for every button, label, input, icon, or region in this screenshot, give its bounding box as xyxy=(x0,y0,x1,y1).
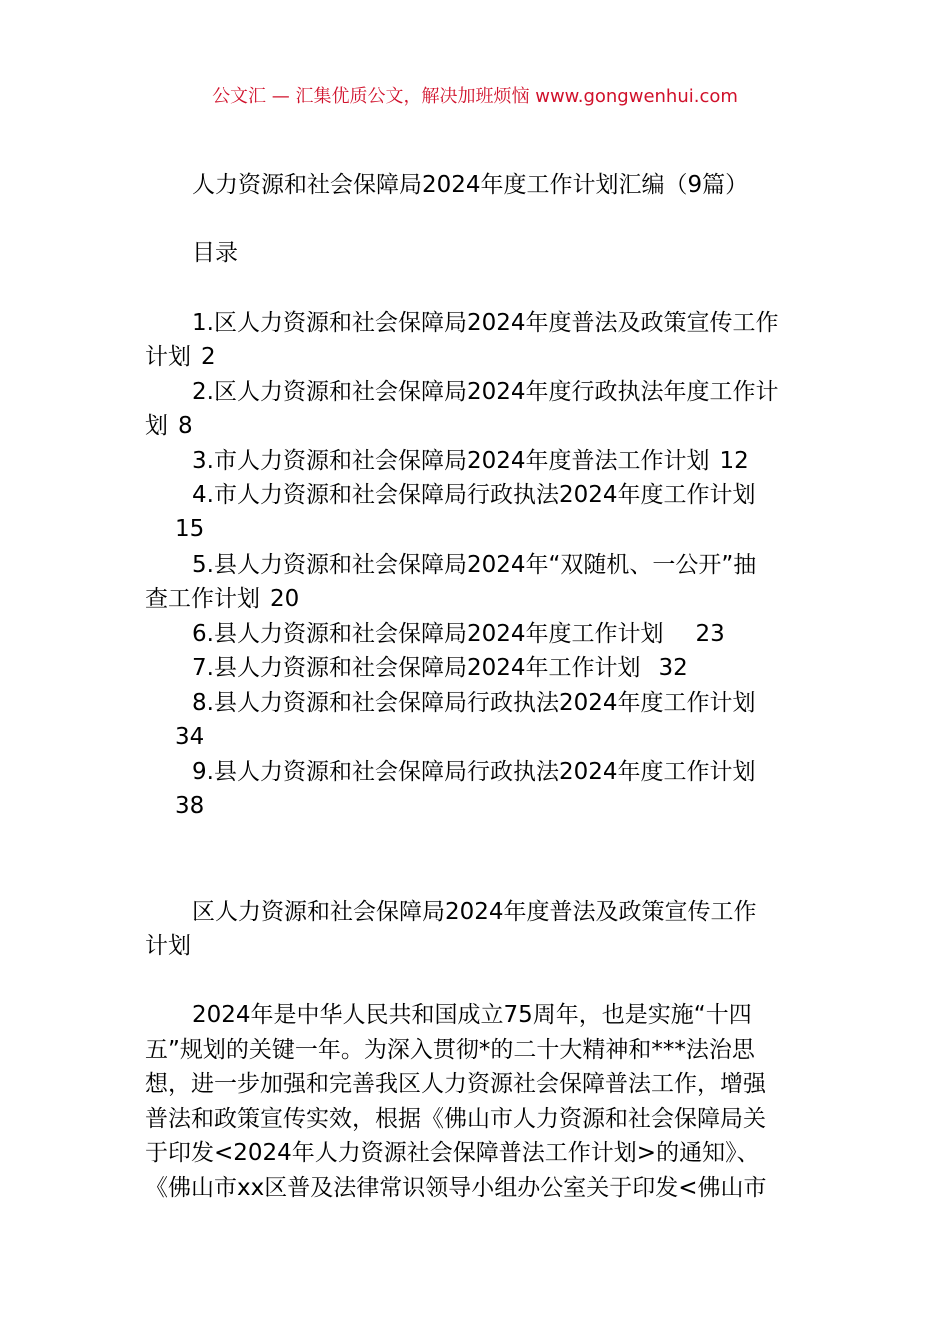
toc-page-number: 34 xyxy=(175,724,205,750)
body-line: 2024年是中华人民共和国成立75周年，也是实施“十四 xyxy=(192,1002,752,1028)
toc-item-text: 7.县人力资源和社会保障局2024年工作计划 xyxy=(192,655,641,681)
toc-item-text: 3.市人力资源和社会保障局2024年度普法工作计划 xyxy=(192,448,710,474)
site-banner: 公文汇 — 汇集优质公文，解决加班烦恼 www.gongwenhui.com xyxy=(212,86,738,107)
toc-item-4: 4.市人力资源和社会保障局行政执法2024年度工作计划 xyxy=(192,482,756,508)
toc-heading: 目录 xyxy=(192,240,238,266)
toc-item-text: 6.县人力资源和社会保障局2024年度工作计划 xyxy=(192,621,664,647)
toc-item-9: 9.县人力资源和社会保障局行政执法2024年度工作计划 xyxy=(192,759,756,785)
body-line: 普法和政策宣传实效，根据《佛山市人力资源和社会保障局关 xyxy=(145,1106,766,1132)
toc-item-5-continuation xyxy=(145,582,299,617)
toc-item-text: 划 xyxy=(145,413,168,439)
toc-page-number: 8 xyxy=(178,413,193,439)
section-title: 区人力资源和社会保障局2024年度普法及政策宣传工作 xyxy=(192,899,757,925)
body-line: 于印发<2024年人力资源社会保障普法工作计划>的通知》、 xyxy=(145,1140,760,1166)
toc-item-5: 5.县人力资源和社会保障局2024年“双随机、一公开”抽 xyxy=(192,552,757,578)
toc-page-number: 32 xyxy=(658,655,688,681)
toc-page-number: 12 xyxy=(719,448,749,474)
toc-item-6 xyxy=(192,617,725,652)
document-title: 人力资源和社会保障局2024年度工作计划汇编（9篇） xyxy=(192,172,749,198)
body-line: 五”规划的关键一年。为深入贯彻*的二十大精神和***法治思 xyxy=(145,1037,755,1063)
body-line: 《佛山市xx区普及法律常识领导小组办公室关于印发<佛山市 xyxy=(145,1175,767,1201)
toc-item-text: 计划 xyxy=(145,344,191,370)
toc-page-number: 15 xyxy=(175,516,205,542)
toc-item-text: 查工作计划 xyxy=(145,586,260,612)
toc-page-number: 20 xyxy=(270,586,300,612)
toc-item-8: 8.县人力资源和社会保障局行政执法2024年度工作计划 xyxy=(192,690,756,716)
toc-item-2-continuation xyxy=(145,409,193,444)
toc-item-3 xyxy=(192,444,749,479)
toc-item-1-continuation xyxy=(145,340,216,375)
toc-page-number: 38 xyxy=(175,793,205,819)
toc-item-1: 1.区人力资源和社会保障局2024年度普法及政策宣传工作 xyxy=(192,310,779,336)
toc-item-7 xyxy=(192,651,688,686)
body-line: 想，进一步加强和完善我区人力资源社会保障普法工作，增强 xyxy=(145,1071,766,1097)
section-title-continuation: 计划 xyxy=(145,933,191,959)
toc-item-2: 2.区人力资源和社会保障局2024年度行政执法年度工作计 xyxy=(192,379,779,405)
toc-page-number: 2 xyxy=(201,344,216,370)
toc-page-number: 23 xyxy=(695,621,725,647)
